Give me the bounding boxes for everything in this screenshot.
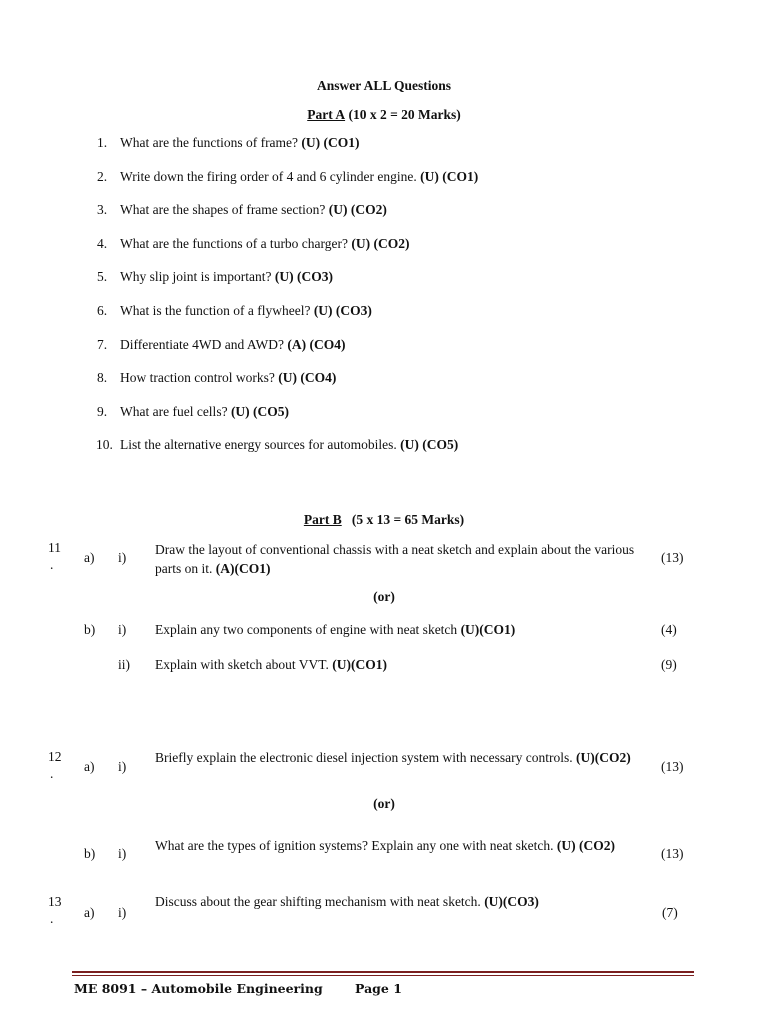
q13a-roman: i) bbox=[118, 905, 127, 920]
q11b-letter: b) bbox=[84, 622, 96, 637]
q13-number: 13 bbox=[48, 894, 62, 909]
q12b-marks: (13) bbox=[661, 846, 684, 861]
q12b-tag: (U) (CO2) bbox=[556, 838, 616, 853]
part-a-question bbox=[120, 303, 372, 319]
footer-course: ME 8091 – Automobile Engineering bbox=[74, 981, 323, 996]
q11a-roman: i) bbox=[118, 550, 127, 565]
q12-dot: . bbox=[50, 766, 54, 781]
q12b-text: What are the types of ignition systems? Explain any one with neat sketch. bbox=[155, 838, 554, 853]
q12a-roman: i) bbox=[118, 759, 127, 774]
part-a-question bbox=[120, 202, 387, 218]
part-b-label: Part B bbox=[303, 512, 342, 527]
q11a-text: Draw the layout of conventional chassis with a neat sketch and explain about the various parts on it. bbox=[155, 542, 635, 576]
q13a-tag: (U)(CO3) bbox=[484, 894, 539, 909]
part-b-marks: (5 x 13 = 65 Marks) bbox=[351, 512, 465, 527]
page-title: Answer ALL Questions bbox=[316, 78, 452, 93]
part-a-question-text: What are fuel cells? bbox=[120, 404, 228, 419]
part-a-question-number: 10. bbox=[96, 437, 113, 452]
part-a-question-tag: (U) (CO1) bbox=[301, 135, 360, 150]
part-b-heading bbox=[0, 512, 768, 528]
part-a-question-text: What are the functions of frame? bbox=[120, 135, 299, 150]
q13a-letter: a) bbox=[84, 905, 95, 920]
q12a-question bbox=[155, 748, 645, 767]
part-a-question bbox=[120, 437, 458, 453]
part-a-question bbox=[120, 269, 333, 285]
part-a-marks: (10 x 2 = 20 Marks) bbox=[348, 107, 461, 122]
q13a-text: Discuss about the gear shifting mechanism with neat sketch. bbox=[155, 894, 481, 909]
part-a-question-number: 7. bbox=[97, 337, 108, 352]
q11b2-roman: ii) bbox=[118, 657, 130, 672]
q12b-roman: i) bbox=[118, 846, 127, 861]
part-a-question-text: How traction control works? bbox=[120, 370, 275, 385]
part-a-question-number: 6. bbox=[97, 303, 108, 318]
part-a-question bbox=[120, 370, 336, 386]
q11a-marks: (13) bbox=[661, 550, 684, 565]
part-a-question-number: 9. bbox=[97, 404, 108, 419]
part-a-question-tag: (U) (CO4) bbox=[278, 370, 337, 385]
q13a-marks: (7) bbox=[662, 905, 678, 920]
part-a-question-tag: (U) (CO2) bbox=[328, 202, 387, 217]
q11-or-divider: (or) bbox=[373, 589, 395, 604]
part-a-question-tag: (U) (CO3) bbox=[274, 269, 333, 284]
q12-or-divider: (or) bbox=[373, 796, 395, 811]
q11b2-tag: (U)(CO1) bbox=[332, 657, 387, 672]
part-a-question-text: What is the function of a flywheel? bbox=[120, 303, 311, 318]
q11a-letter: a) bbox=[84, 550, 95, 565]
part-a-question-number: 1. bbox=[97, 135, 108, 150]
q11b1-roman: i) bbox=[118, 622, 127, 637]
part-a-question-tag: (U) (CO1) bbox=[420, 169, 479, 184]
part-a-heading bbox=[0, 107, 768, 123]
part-a-question-tag: (A) (CO4) bbox=[287, 337, 346, 352]
part-a-question bbox=[120, 135, 360, 151]
part-a-question-number: 2. bbox=[97, 169, 108, 184]
q12a-marks: (13) bbox=[661, 759, 684, 774]
q11b1-text: Explain any two components of engine with neat sketch bbox=[155, 622, 458, 637]
q11b2-question bbox=[155, 657, 387, 673]
part-a-question-text: What are the shapes of frame section? bbox=[120, 202, 326, 217]
part-a-question-text: List the alternative energy sources for automobiles. bbox=[120, 437, 397, 452]
part-a-question-number: 4. bbox=[97, 236, 108, 251]
part-a-question bbox=[120, 236, 410, 252]
part-a-question-number: 3. bbox=[97, 202, 108, 217]
q11b1-marks: (4) bbox=[661, 622, 677, 637]
part-a-question-tag: (U) (CO2) bbox=[351, 236, 410, 251]
part-a-question-text: What are the functions of a turbo charger? bbox=[120, 236, 349, 251]
part-a-question-tag: (U) (CO5) bbox=[230, 404, 290, 419]
q12a-tag: (U)(CO2) bbox=[576, 750, 631, 765]
part-a-question-text: Write down the firing order of 4 and 6 cylinder engine. bbox=[120, 169, 417, 184]
q13a-question bbox=[155, 894, 539, 910]
footer-rule-thin bbox=[72, 975, 694, 976]
part-a-question-number: 5. bbox=[97, 269, 108, 284]
q11a-question bbox=[155, 540, 645, 578]
q11b1-question bbox=[155, 622, 515, 638]
part-a-question bbox=[120, 169, 478, 185]
footer-page: Page 1 bbox=[355, 981, 402, 996]
q12a-text: Briefly explain the electronic diesel injection system with necessary controls. bbox=[155, 750, 573, 765]
part-a-question-tag: (U) (CO3) bbox=[313, 303, 372, 318]
part-a-question-tag: (U) (CO5) bbox=[400, 437, 459, 452]
q13-dot: . bbox=[50, 911, 54, 926]
q12b-letter: b) bbox=[84, 846, 96, 861]
q11a-tag: (A)(CO1) bbox=[215, 561, 271, 576]
part-a-question-text: Differentiate 4WD and AWD? bbox=[120, 337, 284, 352]
q11b2-marks: (9) bbox=[661, 657, 677, 672]
part-a-question bbox=[120, 337, 345, 353]
q12b-question bbox=[155, 836, 645, 855]
footer-rule bbox=[72, 971, 694, 973]
q12a-letter: a) bbox=[84, 759, 95, 774]
q11b2-text: Explain with sketch about VVT. bbox=[155, 657, 329, 672]
q11-dot: . bbox=[50, 557, 54, 572]
part-a-label: Part A bbox=[307, 107, 346, 122]
q12-number: 12 bbox=[48, 749, 62, 764]
q11b1-tag: (U)(CO1) bbox=[460, 622, 516, 637]
part-a-question-number: 8. bbox=[97, 370, 108, 385]
part-a-question bbox=[120, 404, 289, 420]
part-a-question-text: Why slip joint is important? bbox=[120, 269, 272, 284]
q11-number: 11 bbox=[48, 540, 61, 555]
